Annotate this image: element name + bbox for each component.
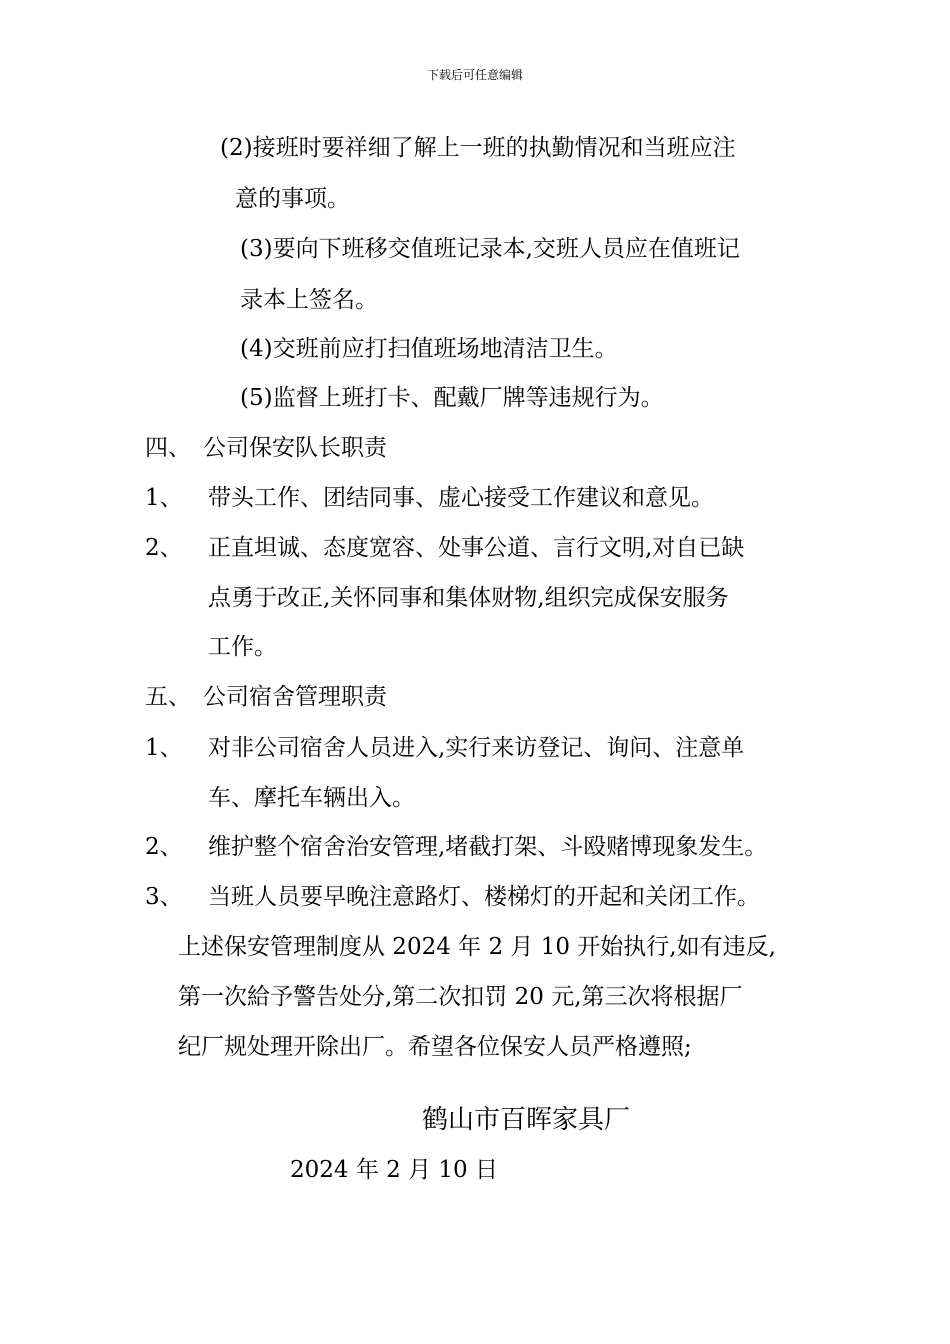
item-2-line-2: 意的事项。	[235, 186, 350, 212]
section-5-item-3-line-1: 当班人员要早晚注意路灯、楼梯灯的开起和关闭工作。	[208, 884, 760, 910]
section-4-item-2-number: 2、	[145, 535, 183, 561]
section-5-item-1-line-1: 对非公司宿舍人员进入,实行来访登记、询问、注意单	[208, 735, 745, 761]
closing-line-1: 上述保安管理制度从 2024 年 2 月 10 开始执行,如有违反,	[178, 934, 776, 960]
section-5-heading: 公司宿舍管理职责	[203, 684, 387, 710]
page-header: 下载后可任意编辑	[426, 68, 523, 82]
section-5-item-1-number: 1、	[145, 735, 183, 761]
section-5-item-3-number: 3、	[145, 884, 183, 910]
closing-line-2: 第一次給予警告处分,第二次扣罚 20 元,第三次将根据厂	[178, 984, 743, 1010]
section-4-item-2-line-2: 点勇于改正,关怀同事和集体财物,组织完成保安服务	[208, 585, 729, 611]
section-4-item-2-line-3: 工作。	[208, 634, 277, 660]
item-3-line-1: (3)要向下班移交值班记录本,交班人员应在值班记	[240, 236, 740, 262]
item-4-line-1: (4)交班前应打扫值班场地清洁卫生。	[240, 336, 618, 362]
section-4-heading: 公司保安队长职责	[203, 435, 387, 461]
section-4-item-2-line-1: 正直坦诚、态度宽容、处事公道、言行文明,对自已缺	[208, 535, 745, 561]
section-5-number: 五、	[145, 684, 191, 710]
section-4-item-1-line-1: 带头工作、团结同事、虚心接受工作建议和意见。	[208, 485, 714, 511]
section-4-item-1-number: 1、	[145, 485, 183, 511]
section-5-item-1-line-2: 车、摩托车辆出入。	[208, 785, 415, 811]
signature-company: 鹤山市百晖家具厂	[422, 1105, 631, 1135]
signature-date: 2024 年 2 月 10 日	[290, 1157, 498, 1183]
item-2-line-1: (2)接班时要祥细了解上一班的执勤情况和当班应注	[220, 135, 736, 161]
item-5-line-1: (5)监督上班打卡、配戴厂牌等违规行为。	[240, 385, 664, 411]
section-4-number: 四、	[145, 435, 191, 461]
section-5-item-2-line-1: 维护整个宿舍治安管理,堵截打架、斗殴赌博现象发生。	[208, 834, 768, 860]
section-5-item-2-number: 2、	[145, 834, 183, 860]
closing-line-3: 纪厂规处理开除出厂。希望各位保安人员严格遵照;	[178, 1034, 692, 1060]
item-3-line-2: 录本上签名。	[240, 287, 378, 313]
